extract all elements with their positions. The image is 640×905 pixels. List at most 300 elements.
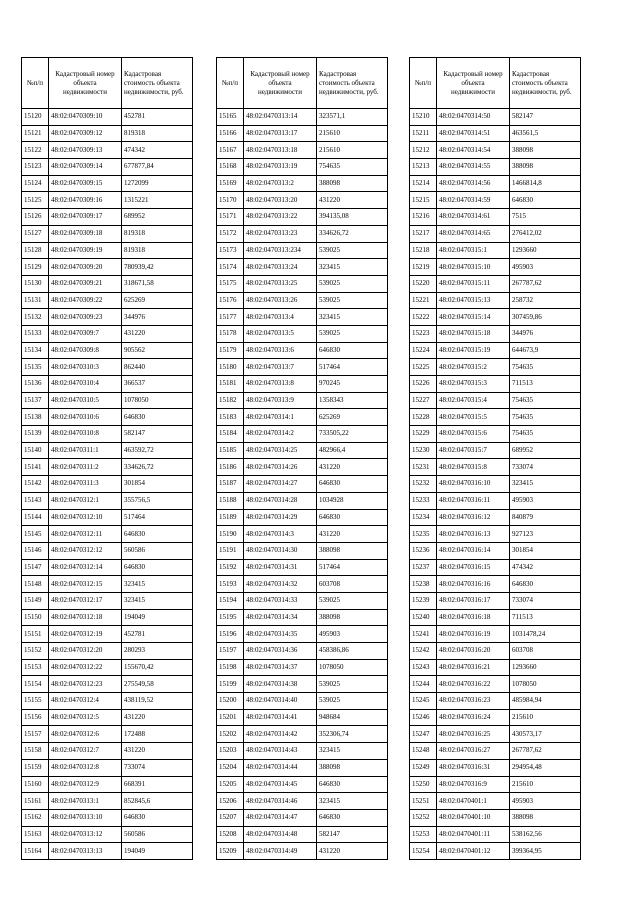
cadastral-cost-cell: 539025 [317,693,388,710]
cadastral-cost-cell: 819318 [122,225,193,242]
cadastral-number-cell: 48:02:0470310:5 [49,392,122,409]
row-number-cell: 15225 [410,359,437,376]
row-number-cell: 15252 [410,809,437,826]
cadastral-number-cell: 48:02:0470401:12 [437,843,510,860]
cadastral-number-cell: 48:02:0470314:36 [244,643,317,660]
cadastral-cost-cell: 323415 [317,309,388,326]
table-row [22,709,193,726]
cadastral-cost-cell: 301854 [122,476,193,493]
table-row [217,559,388,576]
table-row [22,676,193,693]
row-number-cell: 15190 [217,526,244,543]
cadastral-number-cell: 48:02:0470315:11 [437,275,510,292]
table-row [217,693,388,710]
cadastral-cost-cell: 294954,48 [510,759,581,776]
cadastral-cost-cell: 539025 [317,676,388,693]
row-number-cell: 15204 [217,759,244,776]
table-row [410,192,581,209]
row-number-cell: 15226 [410,376,437,393]
row-number-cell: 15237 [410,559,437,576]
row-number-cell: 15174 [217,259,244,276]
cadastral-cost-cell: 754635 [510,409,581,426]
table-row [22,542,193,559]
cadastral-number-cell: 48:02:0470309:10 [49,109,122,126]
table-row [410,676,581,693]
column-header-number: №п/п [410,58,437,109]
table-row [410,793,581,810]
table-row [217,609,388,626]
cadastral-number-cell: 48:02:0470314:1 [244,409,317,426]
table-row [410,409,581,426]
row-number-cell: 15220 [410,275,437,292]
cadastral-cost-cell: 463592,72 [122,442,193,459]
cadastral-number-cell: 48:02:0470314:47 [244,809,317,826]
cadastral-cost-cell: 355756,5 [122,492,193,509]
cadastral-number-cell: 48:02:0470313:234 [244,242,317,259]
cadastral-number-cell: 48:02:0470312:5 [49,709,122,726]
table-row [410,492,581,509]
cadastral-cost-cell: 1031478,24 [510,626,581,643]
cadastral-cost-cell: 1078050 [510,676,581,693]
cadastral-cost-cell: 948684 [317,709,388,726]
cadastral-number-cell: 48:02:0470310:8 [49,426,122,443]
table-row [22,192,193,209]
cadastral-cost-cell: 646830 [317,476,388,493]
row-number-cell: 15170 [217,192,244,209]
row-number-cell: 15142 [22,476,49,493]
row-number-cell: 15126 [22,209,49,226]
cadastral-cost-cell: 733074 [510,459,581,476]
table-row [22,309,193,326]
row-number-cell: 15208 [217,826,244,843]
row-number-cell: 15244 [410,676,437,693]
cadastral-number-cell: 48:02:0470310:6 [49,409,122,426]
row-number-cell: 15133 [22,325,49,342]
cadastral-number-cell: 48:02:0470313:24 [244,259,317,276]
row-number-cell: 15189 [217,509,244,526]
cadastral-cost-cell: 194049 [122,609,193,626]
cadastral-number-cell: 48:02:0470401:10 [437,809,510,826]
row-number-cell: 15186 [217,459,244,476]
row-number-cell: 15182 [217,392,244,409]
row-number-cell: 15144 [22,509,49,526]
table-row [410,592,581,609]
cadastral-number-cell: 48:02:0470314:48 [244,826,317,843]
row-number-cell: 15120 [22,109,49,126]
cadastral-cost-cell: 276412,02 [510,225,581,242]
cadastral-cost-cell: 431220 [122,325,193,342]
cadastral-cost-cell: 646830 [317,509,388,526]
cadastral-cost-cell: 438119,52 [122,693,193,710]
cadastral-number-cell: 48:02:0470314:55 [437,159,510,176]
cadastral-cost-cell: 711513 [510,609,581,626]
cadastral-cost-cell: 646830 [122,526,193,543]
row-number-cell: 15159 [22,759,49,776]
table-row [217,776,388,793]
table-row [22,392,193,409]
cadastral-number-cell: 48:02:0470314:31 [244,559,317,576]
cadastral-cost-cell: 677877,84 [122,159,193,176]
row-number-cell: 15205 [217,776,244,793]
row-number-cell: 15200 [217,693,244,710]
table-row [22,426,193,443]
table-row [410,542,581,559]
cadastral-cost-cell: 431220 [317,843,388,860]
cadastral-cost-cell: 431220 [122,743,193,760]
row-number-cell: 15238 [410,576,437,593]
cadastral-cost-cell: 1466814,8 [510,175,581,192]
row-number-cell: 15236 [410,542,437,559]
cadastral-cost-cell: 754635 [510,392,581,409]
table-header-row [22,58,193,109]
cadastral-cost-cell: 215610 [317,125,388,142]
cadastral-cost-cell: 430573,17 [510,726,581,743]
table-row [22,576,193,593]
table-header-row [410,58,581,109]
row-number-cell: 15192 [217,559,244,576]
cadastral-number-cell: 48:02:0470313:23 [244,225,317,242]
column-header-cadastral-cost: Кадастровая стоимость объекта недвижимости, руб. [122,58,193,109]
table-row [410,659,581,676]
cadastral-number-cell: 48:02:0470312:10 [49,509,122,526]
cadastral-cost-cell: 323415 [122,592,193,609]
cadastral-number-cell: 48:02:0470312:18 [49,609,122,626]
table-row [22,342,193,359]
row-number-cell: 15231 [410,459,437,476]
cadastral-cost-cell: 539025 [317,592,388,609]
row-number-cell: 15138 [22,409,49,426]
row-number-cell: 15207 [217,809,244,826]
cadastral-cost-cell: 275549,58 [122,676,193,693]
row-number-cell: 15165 [217,109,244,126]
row-number-cell: 15223 [410,325,437,342]
row-number-cell: 15124 [22,175,49,192]
table-row [217,376,388,393]
cadastral-number-cell: 48:02:0470311:3 [49,476,122,493]
table-row [217,643,388,660]
row-number-cell: 15128 [22,242,49,259]
table-row [410,626,581,643]
table-row [410,109,581,126]
cadastral-number-cell: 48:02:0470315:18 [437,325,510,342]
cadastral-cost-cell: 905562 [122,342,193,359]
cadastral-number-cell: 48:02:0470314:32 [244,576,317,593]
cadastral-number-cell: 48:02:0470314:37 [244,659,317,676]
cadastral-number-cell: 48:02:0470312:9 [49,776,122,793]
cadastral-cost-cell: 840879 [510,509,581,526]
table-row [22,626,193,643]
table-row [217,359,388,376]
table-header-row [217,58,388,109]
row-number-cell: 15161 [22,793,49,810]
cadastral-cost-cell: 388098 [510,159,581,176]
row-number-cell: 15218 [410,242,437,259]
row-number-cell: 15246 [410,709,437,726]
table-row [410,509,581,526]
table-row [217,726,388,743]
cadastral-number-cell: 48:02:0470315:2 [437,359,510,376]
cadastral-cost-cell: 644673,9 [510,342,581,359]
table-row [410,392,581,409]
table-row [22,292,193,309]
row-number-cell: 15147 [22,559,49,576]
cadastral-number-cell: 48:02:0470315:7 [437,442,510,459]
cadastral-cost-cell: 155670,42 [122,659,193,676]
row-number-cell: 15171 [217,209,244,226]
cadastral-number-cell: 48:02:0470316:14 [437,542,510,559]
cadastral-number-cell: 48:02:0470313:10 [49,809,122,826]
cadastral-number-cell: 48:02:0470314:26 [244,459,317,476]
row-number-cell: 15121 [22,125,49,142]
cadastral-number-cell: 48:02:0470312:17 [49,592,122,609]
table-row [410,709,581,726]
table-row [217,526,388,543]
row-number-cell: 15197 [217,643,244,660]
cadastral-cost-cell: 646830 [122,559,193,576]
cadastral-number-cell: 48:02:0470313:12 [49,826,122,843]
cadastral-cost-cell: 1293660 [510,659,581,676]
row-number-cell: 15185 [217,442,244,459]
table-row [217,292,388,309]
cadastral-number-cell: 48:02:0470312:1 [49,492,122,509]
table-row [410,459,581,476]
cadastral-number-cell: 48:02:0470309:19 [49,242,122,259]
row-number-cell: 15162 [22,809,49,826]
table-row [410,576,581,593]
cadastral-cost-cell: 474342 [122,142,193,159]
table-row [22,843,193,860]
cadastral-number-cell: 48:02:0470314:30 [244,542,317,559]
cadastral-number-cell: 48:02:0470316:15 [437,559,510,576]
table-row [410,225,581,242]
cadastral-cost-cell: 215610 [510,709,581,726]
cadastral-cost-cell: 646830 [317,342,388,359]
row-number-cell: 15130 [22,275,49,292]
column-header-cadastral-number: Кадастровый номер объекта недвижимости [437,58,510,109]
cadastral-number-cell: 48:02:0470314:27 [244,476,317,493]
row-number-cell: 15168 [217,159,244,176]
row-number-cell: 15254 [410,843,437,860]
row-number-cell: 15203 [217,743,244,760]
table-row [22,125,193,142]
cadastral-cost-cell: 538162,56 [510,826,581,843]
table-row [217,309,388,326]
table-row [22,359,193,376]
cadastral-number-cell: 48:02:0470316:21 [437,659,510,676]
cadastral-number-cell: 48:02:0470316:27 [437,743,510,760]
table-row [22,242,193,259]
cadastral-number-cell: 48:02:0470311:2 [49,459,122,476]
cadastral-cost-cell: 495903 [510,259,581,276]
table-row [217,209,388,226]
row-number-cell: 15241 [410,626,437,643]
cadastral-number-cell: 48:02:0470311:1 [49,442,122,459]
table-row [217,759,388,776]
row-number-cell: 15248 [410,743,437,760]
row-number-cell: 15222 [410,309,437,326]
row-number-cell: 15132 [22,309,49,326]
cadastral-cost-cell: 754635 [510,426,581,443]
row-number-cell: 15134 [22,342,49,359]
row-number-cell: 15122 [22,142,49,159]
cadastral-number-cell: 48:02:0470316:11 [437,492,510,509]
cadastral-cost-cell: 452781 [122,109,193,126]
table-row [22,225,193,242]
row-number-cell: 15123 [22,159,49,176]
cadastral-number-cell: 48:02:0470316:16 [437,576,510,593]
row-number-cell: 15135 [22,359,49,376]
row-number-cell: 15209 [217,843,244,860]
cadastral-number-cell: 48:02:0470313:1 [49,793,122,810]
table-row [217,125,388,142]
cadastral-cost-cell: 646830 [510,192,581,209]
cadastral-number-cell: 48:02:0470316:13 [437,526,510,543]
cadastral-cost-cell: 517464 [317,359,388,376]
cadastral-cost-cell: 819318 [122,125,193,142]
cadastral-cost-cell: 539025 [317,292,388,309]
cadastral-number-cell: 48:02:0470316:22 [437,676,510,693]
cadastral-number-cell: 48:02:0470312:19 [49,626,122,643]
row-number-cell: 15131 [22,292,49,309]
table-row [22,175,193,192]
cadastral-number-cell: 48:02:0470313:8 [244,376,317,393]
cadastral-table-3 [409,57,581,860]
cadastral-cost-cell: 646830 [122,809,193,826]
row-number-cell: 15181 [217,376,244,393]
cadastral-number-cell: 48:02:0470310:3 [49,359,122,376]
cadastral-cost-cell: 1358343 [317,392,388,409]
row-number-cell: 15240 [410,609,437,626]
table-row [410,426,581,443]
row-number-cell: 15251 [410,793,437,810]
cadastral-number-cell: 48:02:0470313:22 [244,209,317,226]
table-row [22,793,193,810]
table-row [217,809,388,826]
cadastral-number-cell: 48:02:0470316:18 [437,609,510,626]
cadastral-number-cell: 48:02:0470314:45 [244,776,317,793]
cadastral-number-cell: 48:02:0470314:56 [437,175,510,192]
cadastral-number-cell: 48:02:0470309:17 [49,209,122,226]
row-number-cell: 15233 [410,492,437,509]
cadastral-number-cell: 48:02:0470315:1 [437,242,510,259]
cadastral-cost-cell: 344976 [122,309,193,326]
cadastral-number-cell: 48:02:0470315:3 [437,376,510,393]
table-row [410,759,581,776]
cadastral-number-cell: 48:02:0470312:7 [49,743,122,760]
cadastral-cost-cell: 474342 [510,559,581,576]
table-row [217,459,388,476]
cadastral-number-cell: 48:02:0470313:20 [244,192,317,209]
table-row [217,676,388,693]
cadastral-cost-cell: 646830 [317,809,388,826]
table-row [410,643,581,660]
row-number-cell: 15201 [217,709,244,726]
column-header-number: №п/п [22,58,49,109]
row-number-cell: 15129 [22,259,49,276]
table-row [22,759,193,776]
cadastral-cost-cell: 1315221 [122,192,193,209]
table-row [22,743,193,760]
cadastral-number-cell: 48:02:0470312:14 [49,559,122,576]
cadastral-cost-cell: 754635 [510,359,581,376]
cadastral-cost-cell: 582147 [122,426,193,443]
cadastral-cost-cell: 323415 [122,576,193,593]
row-number-cell: 15230 [410,442,437,459]
table-row [410,376,581,393]
row-number-cell: 15173 [217,242,244,259]
cadastral-number-cell: 48:02:0470313:14 [244,109,317,126]
table-row [217,576,388,593]
cadastral-number-cell: 48:02:0470316:24 [437,709,510,726]
table-row [217,275,388,292]
cadastral-number-cell: 48:02:0470314:46 [244,793,317,810]
cadastral-number-cell: 48:02:0470312:12 [49,542,122,559]
cadastral-number-cell: 48:02:0470309:8 [49,342,122,359]
cadastral-number-cell: 48:02:0470314:61 [437,209,510,226]
cadastral-cost-cell: 1078050 [122,392,193,409]
column-header-cadastral-number: Кадастровый номер объекта недвижимости [244,58,317,109]
cadastral-number-cell: 48:02:0470309:12 [49,125,122,142]
cadastral-number-cell: 48:02:0470315:6 [437,426,510,443]
table-row [22,826,193,843]
row-number-cell: 15195 [217,609,244,626]
cadastral-cost-cell: 388098 [317,542,388,559]
cadastral-number-cell: 48:02:0470312:15 [49,576,122,593]
table-row [217,392,388,409]
row-number-cell: 15243 [410,659,437,676]
row-number-cell: 15184 [217,426,244,443]
cadastral-cost-cell: 495903 [510,793,581,810]
table-row [410,259,581,276]
table-row [217,793,388,810]
table-row [22,459,193,476]
table-row [410,242,581,259]
cadastral-number-cell: 48:02:0470315:14 [437,309,510,326]
cadastral-cost-cell: 780939,42 [122,259,193,276]
row-number-cell: 15151 [22,626,49,643]
table-row [410,342,581,359]
row-number-cell: 15140 [22,442,49,459]
row-number-cell: 15193 [217,576,244,593]
row-number-cell: 15136 [22,376,49,393]
row-number-cell: 15150 [22,609,49,626]
row-number-cell: 15172 [217,225,244,242]
table-row [22,526,193,543]
cadastral-number-cell: 48:02:0470313:19 [244,159,317,176]
table-row [410,159,581,176]
cadastral-cost-cell: 431220 [317,459,388,476]
table-row [217,826,388,843]
table-row [22,609,193,626]
cadastral-cost-cell: 323415 [317,743,388,760]
row-number-cell: 15216 [410,209,437,226]
cadastral-cost-cell: 485984,94 [510,693,581,710]
row-number-cell: 15213 [410,159,437,176]
table-row [217,626,388,643]
row-number-cell: 15198 [217,659,244,676]
cadastral-number-cell: 48:02:0470313:7 [244,359,317,376]
row-number-cell: 15164 [22,843,49,860]
table-row [22,159,193,176]
cadastral-cost-cell: 431220 [317,526,388,543]
cadastral-number-cell: 48:02:0470312:23 [49,676,122,693]
cadastral-cost-cell: 689952 [122,209,193,226]
cadastral-number-cell: 48:02:0470313:25 [244,275,317,292]
cadastral-cost-cell: 603708 [317,576,388,593]
row-number-cell: 15224 [410,342,437,359]
cadastral-cost-cell: 970245 [317,376,388,393]
row-number-cell: 15175 [217,275,244,292]
